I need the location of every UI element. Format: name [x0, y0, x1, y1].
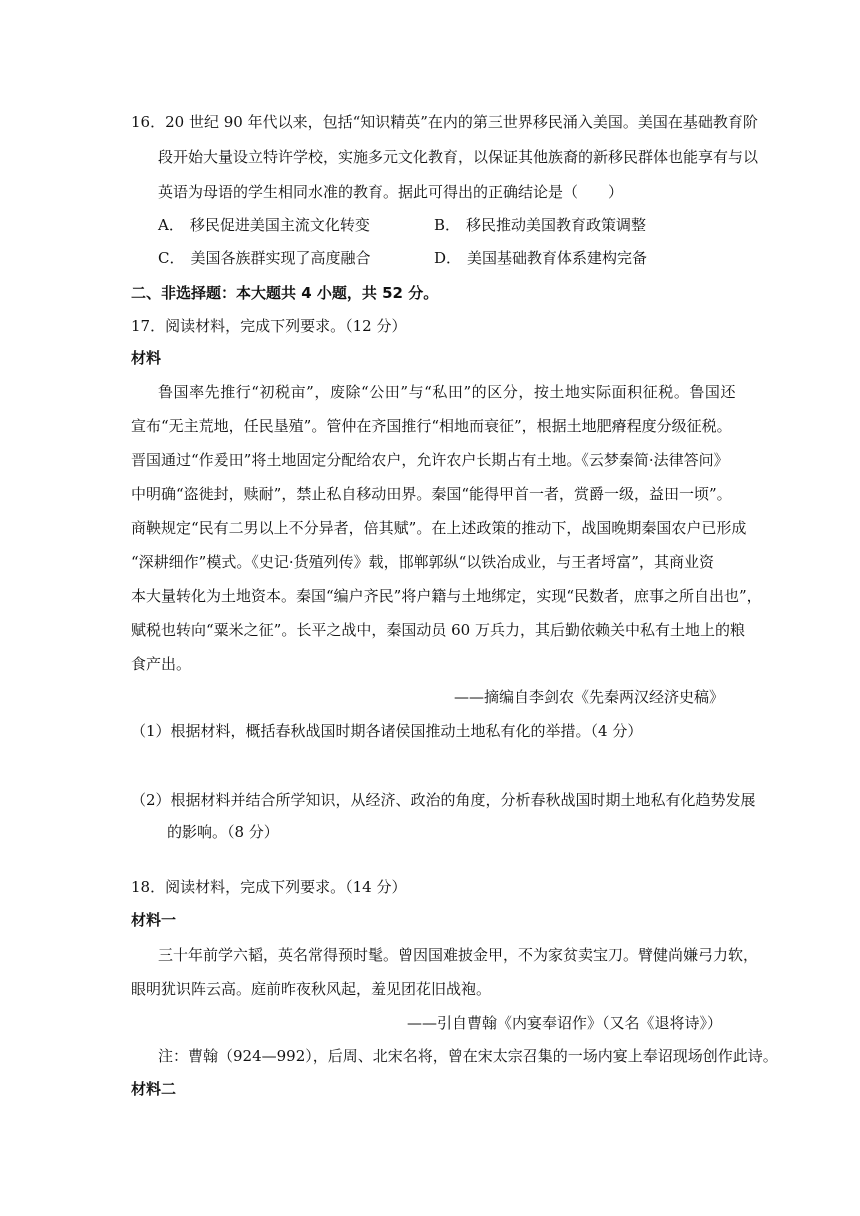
- q16-line-2: 段开始大量设立特许学校，实施多元文化教育，以保证其他族裔的新移民群体也能享有与以: [158, 148, 759, 166]
- q17-sub-question-2-line-2: 的影响。（8 分）: [167, 823, 279, 841]
- q17-material-line-1: 鲁国率先推行“初税亩”，废除“公田”与“私田”的区分，按土地实际面积征税。鲁国还: [158, 383, 737, 401]
- q18-source: ——引自曹翰《内宴奉诏作》（又名《退将诗》）: [406, 1014, 722, 1032]
- q16-option-c: [158, 248, 371, 268]
- option-label: C．: [158, 249, 185, 267]
- q17-sub-question-2-line-1: （2）根据材料并结合所学知识，从经济、政治的角度，分析春秋战国时期土地私有化趋势发展: [131, 791, 756, 809]
- option-text: 移民促进美国主流文化转变: [189, 216, 370, 234]
- option-label: A．: [158, 216, 184, 234]
- q16-option-a: [158, 215, 370, 235]
- option-text: 美国基础教育体系建构完备: [467, 249, 648, 267]
- option-text: 移民推动美国教育政策调整: [466, 216, 647, 234]
- q17-source: ——摘编自李剑农《先秦两汉经济史稿》: [453, 688, 724, 706]
- q17-material-line-9: 食产出。: [131, 655, 192, 673]
- q18-material2-label: 材料二: [131, 1080, 177, 1098]
- q17-material-line-4: 中明确“盗徙封，赎耐”，禁止私自移动田界。秦国“能得甲首一者，赏爵一级，益田一顷”。: [131, 485, 732, 503]
- q18-material1-label: 材料一: [131, 911, 177, 929]
- q16-option-b: [434, 215, 646, 235]
- section-heading: 二、非选择题：本大题共 4 小题，共 52 分。: [131, 284, 439, 302]
- q17-material-line-7: 本大量转化为土地资本。秦国“编户齐民”将户籍与土地绑定，实现“民数者，庶事之所自出也”，: [131, 587, 762, 605]
- q17-material-line-6: “深耕细作”模式。《史记·货殖列传》载，邯郸郭纵“以铁冶成业，与王者埒富”，其商业资: [131, 553, 714, 571]
- q17-material-line-2: 宣布“无主荒地，任民垦殖”。管仲在齐国推行“相地而衰征”，根据土地肥瘠程度分级征税。: [131, 417, 732, 435]
- option-label: B．: [434, 216, 461, 234]
- q18-poem-line-2: 眼明犹识阵云高。庭前昨夜秋风起，羞见团花旧战袍。: [131, 980, 492, 998]
- q18-title: 18．阅读材料，完成下列要求。（14 分）: [131, 878, 407, 896]
- q18-note: 注：曹翰（924—992），后周、北宋名将，曾在宋太宗召集的一场内宴上奉诏现场创作此诗。: [158, 1047, 778, 1065]
- option-label: D．: [434, 249, 462, 267]
- q16-line-1: 16．20 世纪 90 年代以来，包括“知识精英”在内的第三世界移民涌入美国。美国在基础教育阶: [131, 113, 758, 131]
- q17-material-label: 材料: [131, 349, 162, 367]
- q16-option-d: [434, 248, 647, 268]
- q17-sub-question-1: （1）根据材料，概括春秋战国时期各诸侯国推动土地私有化的举措。（4 分）: [131, 722, 643, 740]
- option-text: 美国各族群实现了高度融合: [190, 249, 371, 267]
- q17-material-line-8: 赋税也转向“粟米之征”。长平之战中，秦国动员 60 万兵力，其后勤依赖关中私有土地上的粮: [131, 621, 745, 639]
- q17-title: 17．阅读材料，完成下列要求。（12 分）: [131, 317, 407, 335]
- q17-material-line-5: 商鞅规定“民有二男以上不分异者，倍其赋”。在上述政策的推动下，战国晚期秦国农户已形成: [131, 519, 747, 537]
- q16-line-3: 英语为母语的学生相同水准的教育。据此可得出的正确结论是（ ）: [158, 183, 624, 201]
- q17-material-line-3: 晋国通过“作爰田”将土地固定分配给农户，允许农户长期占有土地。《云梦秦简·法律答问》: [131, 451, 729, 469]
- q18-poem-line-1: 三十年前学六韬，英名常得预时髦。曾因国难披金甲，不为家贫卖宝刀。臂健尚嫌弓力软，: [158, 946, 759, 964]
